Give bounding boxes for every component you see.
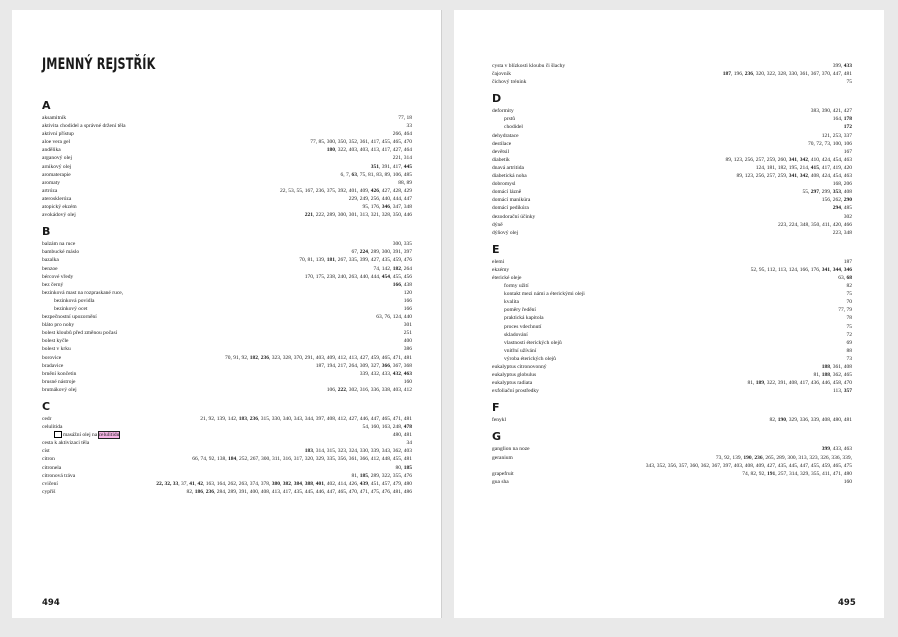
entry-page-numbers: 67, 224, 289, 300, 391, 397 <box>351 249 412 256</box>
entry-term: cedr <box>42 416 52 422</box>
index-subentry <box>492 314 852 322</box>
index-entry <box>492 454 852 462</box>
entry-term: praktická kapitola <box>504 315 544 322</box>
index-entry <box>42 211 412 219</box>
index-entry <box>492 164 852 172</box>
entry-term: deformity <box>492 108 514 115</box>
entry-term: prstů <box>504 116 515 123</box>
entry-page-numbers: 69 <box>846 339 852 346</box>
entry-term: bez černý <box>42 281 64 288</box>
index-subentry <box>492 115 852 123</box>
index-entry <box>42 321 412 329</box>
entry-page-numbers: 302 <box>843 213 852 220</box>
entry-page-numbers: 339, 432, 433, 432, 463 <box>359 370 412 377</box>
index-entry <box>42 281 412 289</box>
entry-page-numbers: 294, 485 <box>832 205 852 212</box>
entry-term: atopický ekzém <box>42 204 77 211</box>
entry-page-numbers: 170, 175, 238, 240, 263, 440, 444, 454, 455, 456 <box>304 273 412 280</box>
index-entry <box>42 154 412 162</box>
entry-page-numbers: 22, 32, 33, 37, 41, 42, 163, 164, 262, 263, 374, 378, 380, 382, 384, 388, 401, 402, 414, 426, 439, 451, 457, 479, 480 <box>156 480 412 487</box>
index-subentry <box>42 431 412 439</box>
entry-page-numbers: 187, 196, 236, 320, 322, 328, 330, 361, 367, 370, 447, 481 <box>722 71 852 78</box>
entry-term: brusné nástroje <box>42 378 76 385</box>
entry-page-numbers: 188, 361, 408 <box>821 364 852 370</box>
section-letter: G <box>492 430 502 444</box>
entry-page-numbers: 78 <box>846 315 852 322</box>
entry-term: bláto pro nohy <box>42 322 75 329</box>
entry-term: skladování <box>504 331 528 338</box>
index-entry <box>492 478 852 486</box>
index-entry <box>492 107 852 115</box>
entry-term: cysta v blízkosti kloubu či šlachy <box>492 63 566 69</box>
index-entry <box>42 423 412 431</box>
entry-page-numbers: 70 <box>846 299 852 306</box>
index-entry <box>42 370 412 378</box>
index-entry <box>492 379 852 387</box>
index-subentry <box>492 123 852 131</box>
index-section-e <box>492 242 852 396</box>
index-entry <box>492 140 852 148</box>
entry-page-numbers: 82 <box>846 283 852 290</box>
index-entry <box>42 488 412 496</box>
entry-term: dýňový olej <box>492 229 519 236</box>
section-letter: D <box>492 92 502 106</box>
index-entry <box>492 196 852 204</box>
entry-page-numbers: 89, 123, 256, 257, 259, 341, 342, 408, 424, 454, 463 <box>736 173 852 180</box>
index-section-g <box>492 429 852 485</box>
index-subentry <box>492 355 852 363</box>
entry-page-numbers: 223, 348 <box>832 229 852 236</box>
entry-page-numbers: 166 <box>403 305 412 312</box>
entry-page-numbers: 120 <box>403 289 412 296</box>
index-section-c <box>42 399 412 496</box>
entry-page-numbers: 164, 178 <box>832 116 852 123</box>
entry-page-numbers: 399, 433, 463 <box>821 446 852 453</box>
index-entry <box>492 172 852 180</box>
entry-page-numbers: 88 <box>846 347 852 354</box>
index-subentry <box>492 339 852 347</box>
index-entry <box>42 256 412 264</box>
entry-term: cvičení <box>42 480 58 487</box>
book-spine <box>441 10 442 618</box>
index-entry <box>492 371 852 379</box>
entry-page-numbers: 82, 186, 236, 284, 289, 391, 400, 408, 413, 417, 435, 445, 446, 447, 465, 470, 471, 475, 476, 481, 486 <box>186 488 412 495</box>
entry-term: bezinková mast na rozpraskané ruce, <box>42 289 124 296</box>
section-letter: F <box>492 401 500 415</box>
entry-term: domácí lázně <box>492 189 522 196</box>
index-entry <box>492 70 852 78</box>
index-entry <box>42 122 412 130</box>
index-entry <box>42 345 412 353</box>
text-cursor-icon <box>54 431 62 438</box>
entry-page-numbers: 52, 95, 112, 113, 124, 166, 176, 341, 344, 346 <box>750 266 852 273</box>
index-entry <box>42 354 412 362</box>
index-entry <box>492 213 852 221</box>
entry-term: balzám na ruce <box>42 241 76 248</box>
index-entry <box>492 229 852 237</box>
index-entry <box>492 221 852 229</box>
index-entry <box>42 289 412 297</box>
entry-term: kvalita <box>504 299 519 306</box>
index-entry <box>42 337 412 345</box>
entry-term: destilace <box>492 140 512 147</box>
entry-page-numbers: 33 <box>406 123 412 130</box>
index-entry <box>492 148 852 156</box>
entry-page-numbers: 156, 262, 290 <box>821 197 852 204</box>
entry-page-numbers: 63, 76, 124, 440 <box>376 314 412 321</box>
entry-page-numbers: 80, 185 <box>395 464 412 471</box>
right-page <box>454 10 884 618</box>
entry-term: artróza <box>42 187 58 194</box>
entry-page-numbers: 75 <box>846 291 852 298</box>
entry-page-numbers: 386 <box>403 346 412 353</box>
entry-page-numbers: 343, 352, 356, 357, 360, 362, 367, 397, 403, 408, 409, 427, 435, 445, 447, 455, 459, 465, 475 <box>645 462 852 469</box>
entry-term: masážní olej na celulitidu <box>42 431 119 439</box>
section-letter: B <box>42 225 51 239</box>
page-number-left: 494 <box>42 598 60 608</box>
entry-page-numbers: 95, 176, 346, 347, 348 <box>362 204 412 211</box>
entry-page-numbers: 77, 79 <box>838 307 852 314</box>
entry-page-numbers: 266, 464 <box>392 131 412 138</box>
entry-term: bércové vředy <box>42 273 74 280</box>
index-entry <box>42 138 412 146</box>
index-entry <box>492 266 852 274</box>
entry-page-numbers: 187, 194, 217, 264, 309, 327, 366, 367, 368 <box>315 362 412 369</box>
index-entry <box>42 464 412 472</box>
entry-term: fenykl <box>492 417 507 424</box>
entry-page-numbers: 180, 322, 403, 403, 413, 417, 427, 464 <box>326 147 412 154</box>
index-entry <box>42 187 412 195</box>
index-entry <box>492 462 852 470</box>
index-subentry <box>42 305 412 313</box>
index-entry <box>42 362 412 370</box>
entry-term: aromaty <box>42 179 61 186</box>
index-subentry <box>492 290 852 298</box>
entry-term: citron <box>42 456 55 463</box>
entry-page-numbers: 229, 249, 256, 440, 444, 447 <box>348 195 412 202</box>
entry-page-numbers: 74, 142, 182, 264 <box>373 265 412 272</box>
entry-page-numbers: 183, 314, 315, 323, 324, 330, 339, 343, 362, 403 <box>304 448 412 455</box>
entry-page-numbers: 160 <box>403 378 412 385</box>
entry-term: citronová tráva <box>42 472 76 479</box>
entry-term: kontakt mezi námi a éterickými oleji <box>504 291 585 298</box>
index-column-right <box>492 62 852 486</box>
entry-page-numbers: 81, 189, 322, 391, 408, 417, 436, 446, 458, 470 <box>747 380 852 387</box>
entry-term: eukalyptus globulus <box>492 372 537 379</box>
index-entry <box>42 163 412 171</box>
entry-term: borovice <box>42 354 62 361</box>
index-entry <box>492 445 852 453</box>
index-entry <box>492 363 852 371</box>
index-entry <box>42 439 412 447</box>
entry-page-numbers: 73 <box>846 355 852 362</box>
index-entry <box>42 240 412 248</box>
entry-page-numbers: 34 <box>406 440 412 447</box>
entry-term: bezinková povidla <box>54 297 95 304</box>
index-entry <box>42 130 412 138</box>
entry-term: diabetická noha <box>492 173 527 180</box>
index-title: JMENNÝ REJSTŘÍK <box>42 54 156 73</box>
entry-page-numbers: 72 <box>846 331 852 338</box>
index-entry <box>42 472 412 480</box>
entry-term: arganový olej <box>42 155 72 162</box>
entry-term: vlastnosti éterických olejů <box>504 339 562 346</box>
entry-page-numbers: 351, 391, 417, 445 <box>370 163 412 170</box>
entry-term: dýně <box>492 221 503 228</box>
entry-term: čichový trénink <box>492 79 527 86</box>
entry-page-numbers: 480, 481 <box>392 432 412 439</box>
index-entry <box>42 203 412 211</box>
index-section-a <box>42 98 412 219</box>
entry-page-numbers: 167 <box>843 148 852 155</box>
entry-page-numbers: 301 <box>403 322 412 329</box>
entry-page-numbers: 223, 224, 348, 350, 411, 420, 466 <box>777 221 852 228</box>
entry-term: celulitida <box>42 424 63 431</box>
entry-page-numbers: 55, 297, 299, 353, 408 <box>802 189 852 196</box>
entry-page-numbers: 70, 91, 92, 182, 236, 323, 328, 370, 291, 403, 409, 412, 413, 427, 459, 465, 471, 481 <box>225 354 412 361</box>
entry-term: ganglion na noze <box>492 446 530 453</box>
entry-page-numbers: 81, 185, 289, 322, 355, 476 <box>351 472 412 479</box>
entry-term: arnikový olej <box>42 163 72 170</box>
entry-term: aloe vera gel <box>42 139 71 146</box>
entry-term: grapefruit <box>492 470 514 477</box>
entry-term: benzoe <box>42 265 58 272</box>
entry-term: avokádový olej <box>42 212 76 219</box>
index-entry <box>42 329 412 337</box>
index-entry <box>42 248 412 256</box>
index-entry <box>492 470 852 478</box>
index-entry <box>492 78 852 86</box>
index-subentry <box>492 306 852 314</box>
entry-term: exfoliační prostředky <box>492 388 539 395</box>
entry-page-numbers: 77, 85, 300, 350, 352, 361, 417, 455, 465, 470 <box>310 139 412 146</box>
entry-term: formy užití <box>504 283 529 290</box>
entry-page-numbers: 251 <box>403 330 412 337</box>
index-entry <box>492 387 852 395</box>
highlighted-search-match[interactable]: celulitidu <box>98 432 120 439</box>
index-subentry <box>492 282 852 290</box>
index-entry <box>42 415 412 423</box>
entry-term: elemi <box>492 258 505 265</box>
entry-page-numbers: 124, 181, 182, 195, 214, 415, 417, 419, 420 <box>755 164 852 171</box>
index-entry <box>492 416 852 424</box>
entry-term: cypřiš <box>42 488 56 495</box>
entry-term: dnavá artritida <box>492 164 524 171</box>
entry-page-numbers: 300, 335 <box>392 241 412 248</box>
index-entry <box>492 274 852 282</box>
entry-page-numbers: 22, 53, 55, 167, 236, 375, 392, 401, 409, 426, 427, 428, 429 <box>280 187 412 194</box>
entry-page-numbers: 75 <box>846 79 852 86</box>
entry-page-numbers: 121, 253, 337 <box>821 132 852 139</box>
index-entry <box>42 386 412 394</box>
entry-term: bambucké máslo <box>42 249 80 256</box>
entry-page-numbers: 77, 18 <box>398 115 412 121</box>
entry-term: dehydratace <box>492 132 519 139</box>
left-page <box>12 10 442 618</box>
entry-page-numbers: 166, 438 <box>392 281 412 288</box>
index-section-d <box>492 91 852 237</box>
index-entry <box>42 447 412 455</box>
index-subentry <box>492 298 852 306</box>
entry-term: aktivní přístup <box>42 131 74 138</box>
index-entry <box>42 179 412 187</box>
entry-term: domácí manikúra <box>492 197 531 204</box>
index-subentry <box>492 331 852 339</box>
index-entry <box>492 204 852 212</box>
entry-term: aromaterapie <box>42 171 71 178</box>
section-letter: A <box>42 99 51 112</box>
entry-term: aksamitník <box>42 115 67 121</box>
index-section-f <box>492 400 852 424</box>
entry-page-numbers: 82, 190, 329, 336, 339, 408, 480, 481 <box>769 417 852 424</box>
entry-page-numbers: 54, 160, 163, 248, 478 <box>362 424 412 431</box>
entry-term: brutnákový olej <box>42 386 77 393</box>
index-entry <box>492 156 852 164</box>
index-entry <box>492 180 852 188</box>
entry-term: bolest kloubů před změnou počasí <box>42 330 118 337</box>
entry-term: andělika <box>42 147 61 154</box>
entry-page-numbers: 187 <box>843 258 852 265</box>
index-section-b <box>42 224 412 394</box>
entry-page-numbers: 88, 89 <box>398 179 412 186</box>
entry-term: čajovník <box>492 71 511 78</box>
entry-term: domácí pedikúra <box>492 205 529 212</box>
index-subentry <box>492 347 852 355</box>
index-entry <box>492 258 852 266</box>
index-subentry <box>42 297 412 305</box>
index-entry <box>42 313 412 321</box>
entry-page-numbers: 172 <box>843 124 852 131</box>
index-entry <box>42 195 412 203</box>
entry-term: bolest v krku <box>42 346 71 353</box>
entry-page-numbers: 75 <box>846 323 852 330</box>
entry-term: bezpečnostní upozornění <box>42 314 97 321</box>
entry-term: gua sha <box>492 478 509 485</box>
entry-page-numbers: 6, 7, 63, 75, 81, 83, 89, 106, 485 <box>340 171 412 178</box>
entry-page-numbers: 63, 68 <box>838 274 852 281</box>
page-number-right: 495 <box>838 598 856 608</box>
entry-page-numbers: 106, 222, 302, 316, 336, 338, 403, 412 <box>326 386 412 393</box>
index-entry <box>42 114 412 122</box>
entry-page-numbers: 221, 222, 289, 300, 301, 313, 321, 328, 350, 446 <box>304 212 412 219</box>
entry-page-numbers: 166 <box>403 297 412 304</box>
entry-page-numbers: 70, 81, 139, 181, 267, 335, 399, 427, 435, 459, 476 <box>299 257 412 264</box>
entry-page-numbers: 89, 123, 256, 257, 259, 260, 341, 342, 410, 424, 454, 463 <box>725 156 852 163</box>
entry-term: císt <box>42 448 50 455</box>
entry-term: eukalyptus radiata <box>492 380 533 387</box>
entry-term: proces vdechnutí <box>504 323 542 330</box>
entry-term: éterické oleje <box>492 274 522 281</box>
index-entry <box>42 378 412 386</box>
entry-term: bolest kyčle <box>42 338 69 345</box>
entry-page-numbers: 21, 92, 139, 142, 183, 236, 315, 330, 340, 343, 344, 397, 408, 412, 427, 446, 447, 465, 471, 481 <box>200 416 412 422</box>
entry-term: eukalyptus citronovonný <box>492 364 547 370</box>
entry-term: výroba éterických olejů <box>504 355 556 362</box>
entry-page-numbers: 113, 357 <box>832 388 852 395</box>
entry-term: citronela <box>42 464 62 471</box>
entry-page-numbers: 168, 206 <box>832 181 852 188</box>
index-entry <box>42 273 412 281</box>
entry-term: bazalka <box>42 257 59 264</box>
index-column-left <box>42 93 412 496</box>
entry-term: diabetik <box>492 156 510 163</box>
entry-term: dobromysl <box>492 181 516 188</box>
entry-page-numbers: 221, 314 <box>392 155 412 162</box>
entry-term: ateroskleróza <box>42 195 72 202</box>
section-letter: C <box>42 400 51 413</box>
entry-term: vnitřní užívání <box>504 347 537 354</box>
index-entry <box>42 146 412 154</box>
index-entry <box>42 171 412 179</box>
entry-page-numbers: 66, 74, 92, 138, 184, 252, 267, 300, 311, 316, 317, 320, 329, 335, 356, 361, 366, 412, 448, 455, 481 <box>192 456 412 463</box>
entry-term: bradavice <box>42 362 64 369</box>
entry-page-numbers: 400 <box>403 338 412 345</box>
index-entry <box>492 132 852 140</box>
entry-term: chodidel <box>504 124 523 131</box>
index-entry <box>42 455 412 463</box>
entry-term: brnění končetin <box>42 370 77 377</box>
entry-page-numbers: 160 <box>843 478 852 485</box>
index-entry <box>42 265 412 273</box>
entry-term: geranium <box>492 454 513 461</box>
entry-term: ekzémy <box>492 266 510 273</box>
entry-term: cesta k aktivizaci těla <box>42 440 90 447</box>
index-entry <box>42 480 412 488</box>
index-entry <box>492 62 852 70</box>
entry-page-numbers: 383, 390, 421, 427 <box>810 108 852 115</box>
entry-page-numbers: 399, 433 <box>832 63 852 69</box>
index-subentry <box>492 323 852 331</box>
entry-page-numbers: 74, 82, 92, 191, 257, 314, 329, 355, 411, 471, 480 <box>742 470 852 477</box>
entry-term: poměry ředění <box>504 307 536 314</box>
entry-term: aktivita chodidel a správné držení těla <box>42 123 126 130</box>
entry-page-numbers: 73, 92, 139, 190, 236, 265, 289, 300, 313, 323, 326, 336, 339, <box>715 454 852 461</box>
entry-page-numbers: 81, 188, 362, 465 <box>813 372 852 379</box>
index-entry <box>492 188 852 196</box>
entry-term: dezodorační účinky <box>492 213 536 220</box>
section-letter: E <box>492 242 500 256</box>
entry-page-numbers: 70, 72, 73, 100, 106 <box>808 140 852 147</box>
entry-term: bezinkový ocet <box>54 305 88 312</box>
entry-term: devětsil <box>492 148 510 155</box>
